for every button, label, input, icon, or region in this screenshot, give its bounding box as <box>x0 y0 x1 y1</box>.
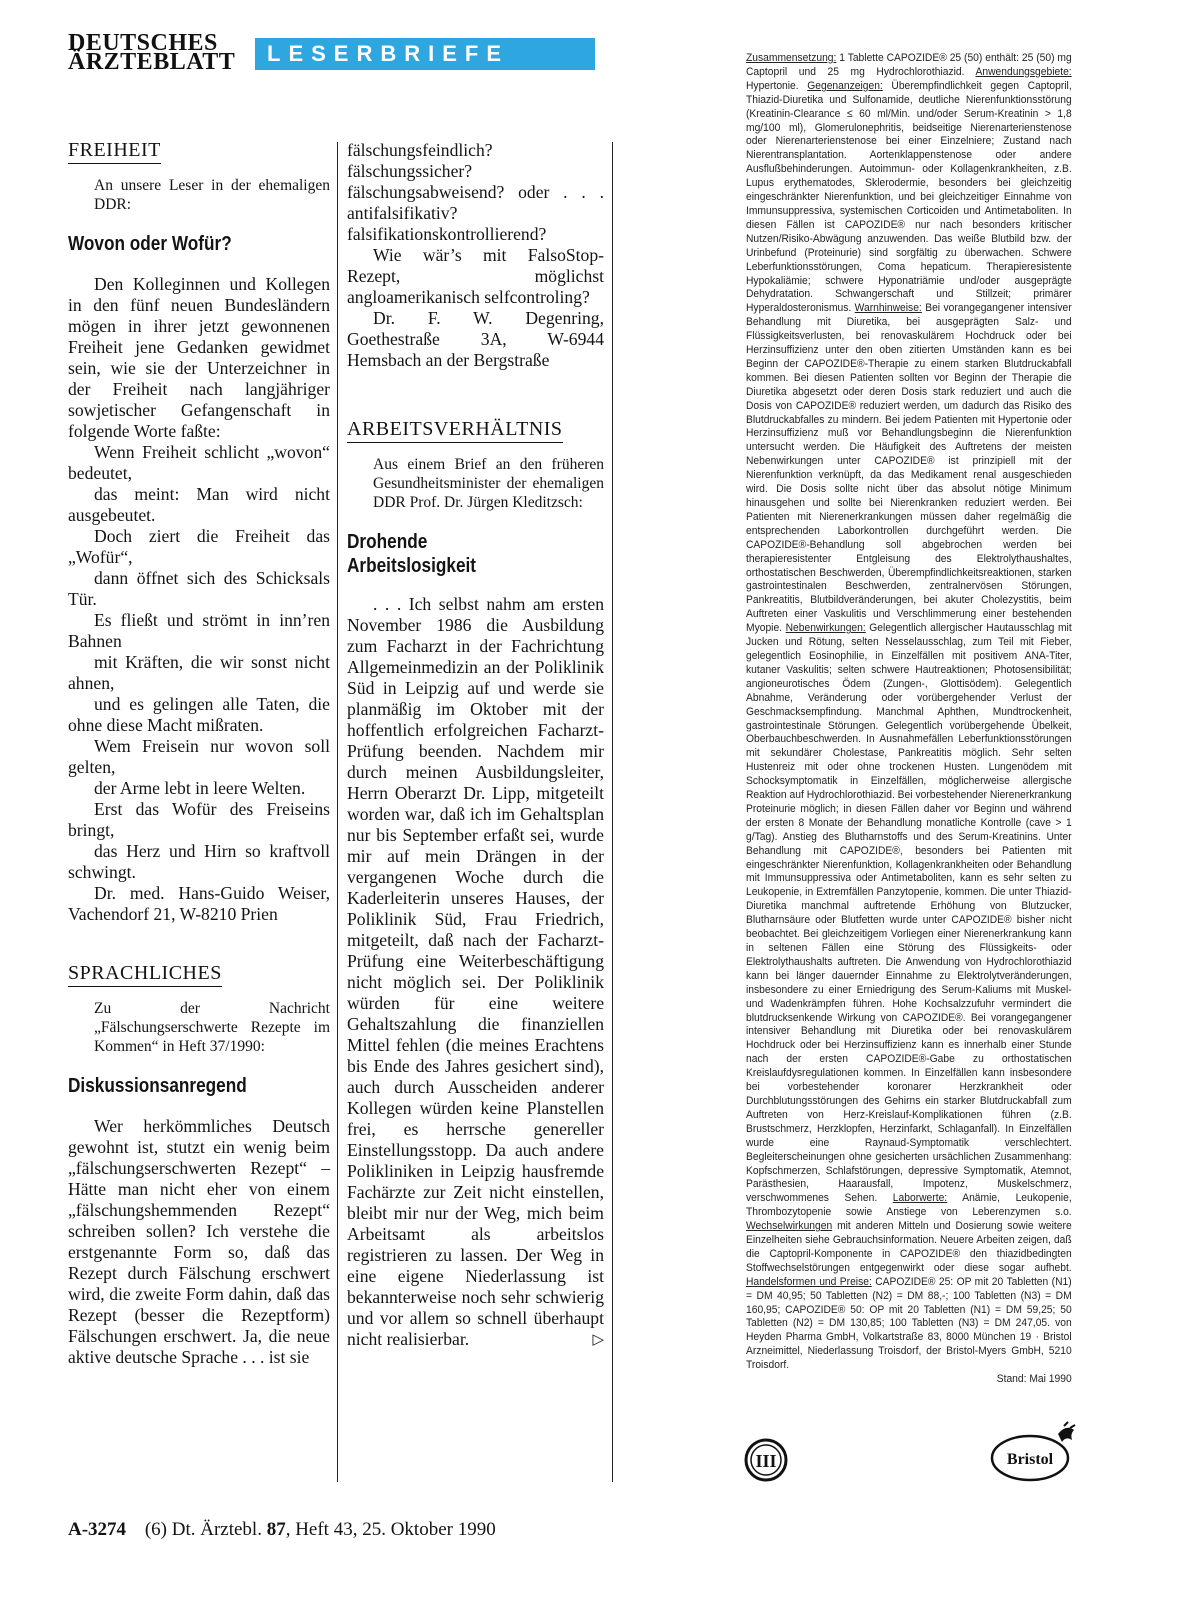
advert-section-text: Gelegentlich allergischer Hautausschlag mit Jucken und Rötung, selten Nesselausschlag, zum Teil mit Fieber, gelegentlich Eosinophilie, in Einzelfällen mit positivem ANA-Titer, kutaner Vaskulitis; selten schwere Hautreaktionen; Photosensibilität; angioneurotisches Ödem (Zungen-, Glottisödem). Gelegentlich Abnahme, Veränderung oder vorübergehender Verlust der Geschmacksempfindung. Manchmal Aphthen, Mundtrockenheit, gastrointestinale Störungen. Gelegentlich vorübergehende Übelkeit, Oberbauchbeschwerden. In Ausnahmefällen Leberfunktionsstörungen mit sekundärer Cholestase, Pankreatitis möglich. Sehr selten Hustenreiz mit oder ohne trockenen Husten. Lungenödem mit Schocksymptomatik in Einzelfällen, möglicherweise allergische Reaktion auf Hydrochlorothiazid. Bei vorbestehender Nierenerkrankung Proteinurie möglich; in diesen Fällen daher vor Beginn und während der ersten 8 Monate der Behandlung monatliche Kontrolle (cave > 1 g/Tag). Anstieg des Blutharnstoffs und des Serum-Kreatinins. Unter Behandlung mit CAPOZIDE®, besonders bei Patienten mit eingeschränkter Nierenfunktion, Kollagenkrankheiten oder Behandlung mit Immunsuppressiva oder Antimetaboliten, kann es sehr selten zu Leukopenie, in Extremfällen Panzytopenie, kommen. Die unter Thiazid-Diuretika manchmal auftretende Erhöhung von Blutzucker, Blutharnsäure oder Blutfetten wurde unter CAPOZIDE® bisher nicht beobachtet. Bei gleichzeitigem Vorliegen einer Nierenerkrankung kann in seltenen Fällen eine Störung des Flüssigkeits- oder Elektrolythaushalts auftreten. Die Anwendung von Hydrochlorothiazid kann bei länger dauernder Einnahme zu Elektrolytveränderungen, insbesondere zu einer Erniedrigung des Serum-Kaliums mit Muskel- und Wadenkrämpfen führen. Hohe Kochsalzzufuhr vermindert die blutdrucksenkende Wirkung von CAPOZIDE®. Bei vorangegangener intensiver Behandlung mit Diuretika oder bei renovaskulärem Hochdruck oder bei Herzinsuffizienz kann es innerhalb einer Stunde nach der ersten CAPOZIDE®-Gabe zu orthostatischen Kreislaufdysregulationen kommen. In Einzelfällen kann insbesondere bei vorbestehender koronarer Herzkrankheit oder Durchblutungsstörungen des Gehirns ein starker Blutdruckabfall zum Auftreten von Herz-Kreislauf-Komplikationen führen (z.B. Brustschmerz, Herzklopfen, Herzinfarkt, Schlaganfall). In Einzelfällen wurde eine Raynaud-Symptomatik verschlechtert. Begleiterscheinungen ohne gesicherten ursächlichen Zusammenhang: Kopfschmerzen, Schlafstörungen, depressive Symptomatik, Atemnot, Parästhesien, Haarausfall, Impotenz, Muskelschmerz, verschwommenes Sehen. <box>746 622 1072 1205</box>
letter2-body-continued <box>347 140 604 371</box>
journal-title-line2: ÄRZTEBLATT <box>68 49 236 75</box>
letter1-signature: Dr. med. Hans-Guido Weiser, Vachendorf 21, W-8210 Prien <box>68 883 330 924</box>
advert-section-text: Anämie, Leukopenie, Thrombozytopenie sowie Anstiege von Leberenzymen s.o. <box>746 1192 1072 1219</box>
page-id: A-3274 <box>68 1519 127 1540</box>
bristol-logo-icon <box>990 1420 1080 1486</box>
poem-verse: der Arme lebt in leere Welten. <box>94 778 306 798</box>
letter2-headline: Diskussionsanregend <box>68 1075 247 1097</box>
advert-section-text: mit anderen Mitteln und Dosierung sowie weitere Einzelheiten siehe Gebrauchsinformation. Neuere Arbeiten zeigen, daß die Captopril-Komponente in CAPOZIDE® den thiazidbedingten Stoffwechselstörungen entgegenwirkt oder diese sogar aufhebt. <box>746 1220 1072 1274</box>
advert-section-label: Zusammensetzung: <box>746 52 837 64</box>
letter1-body <box>68 274 330 925</box>
poem-verse: Wem Freisein nur wovon soll gelten, <box>68 736 330 777</box>
column-2 <box>347 140 604 1350</box>
journal-title-line1: DEUTSCHES <box>68 30 218 56</box>
poem-verse: Erst das Wofür des Freiseins bringt, <box>68 799 330 840</box>
page-footer <box>68 1519 496 1541</box>
journal-title <box>68 30 236 75</box>
letter1-poem <box>68 442 330 883</box>
section-banner: LESERBRIEFE <box>255 38 595 70</box>
letter3-headline <box>347 530 568 578</box>
footer-issue: , Heft 43, 25. Oktober 1990 <box>285 1519 496 1540</box>
advert-section-text: Überempfindlichkeit gegen Captopril, Thiazid-Diuretika und Sulfonamide, deutliche Nierenfunktionsstörung (Kreatinin-Clearance ≤ 60 ml/Min. und/oder Serum-Kreatinin > 1,8 mg/100 ml), Glomerulonephritis, beidseitige Nierenarterienstenose oder Nierenarterienstenose bei einer Einzelniere; Zustand nach Nierentransplantation. Aortenklappenstenose oder andere Ausflußbehinderungen. Autoimmun- oder Kollagenkrankheiten, z.B. Lupus erythematodes, Sklerodermie, besonders bei gleichzeitig eingeschränkter Nierenfunktion, und bei gleichzeitiger Einnahme von Immunsuppressiva, systemischen Corticoiden und Antimetaboliten. In diesen Fällen ist CAPOZIDE® nur nach besonders kritischer Nutzen/Risiko-Abwägung anzuwenden. Das weiße Blutbild bzw. der Urinbefund (Proteinurie) sind sorgfältig zu überwachen. Schwere Leberfunktionsstörungen, Coma hepaticum. Therapieresistente Hypokaliämie; schwere Hyponatriämie und/oder ausgeprägte Dehydratation. Schwangerschaft und Stillzeit; primärer Hyperaldosteronismus. <box>746 79 1072 315</box>
advert-section-label: Handelsformen und Preise: <box>746 1275 872 1288</box>
letter1-headline: Wovon oder Wofür? <box>68 233 232 255</box>
letter3-headline-line2: Arbeitslosigkeit <box>347 555 477 577</box>
advert-section-text: CAPOZIDE® 25: OP mit 20 Tabletten (N1) = DM 40,95; 50 Tabletten (N2) = DM 88,-; 100 Tabletten (N3) = DM 160,95; CAPOZIDE® 50: OP mit 20 Tabletten (N1) = DM 59,25; 50 Tabletten (N2) = DM 130,85; 100 Tabletten (N3) = DM 247,05. von Heyden Pharma GmbH, Volkartstraße 83, 8000 München 19 · Bristol Arzneimittel, Niederlassung Troisdorf, der Bristol-Myers GmbH, 5210 Troisdorf. <box>746 1275 1072 1372</box>
advert-section-text: Hypertonie. <box>746 79 808 92</box>
kicker-arbeitsverhaeltnis: ARBEITSVERHÄLTNIS <box>347 419 563 443</box>
poem-verse: Doch ziert die Freiheit das „Wofür“, <box>68 526 330 567</box>
poem-verse: und es gelingen alle Taten, die ohne diese Macht mißraten. <box>68 694 330 735</box>
poem-verse: Wenn Freiheit schlicht „wovon“ bedeutet, <box>68 442 330 483</box>
letter2-paragraph: Wer herkömmliches Deutsch gewohnt ist, stutzt ein wenig beim „fälschungserschwerten Rezept“ – Hätte man nicht eher von einem „fälschungshemmenden Rezept“ schreiben sollen? Ich verstehe die erstgenannte Form so, daß das Rezept durch Fälschung erschwert wird, die zweite Form dahin, daß das Rezept (besser die Rezeptform) Fälschungen erschwert. Ja, die neue aktive deutsche Sprache . . . ist sie <box>68 1116 330 1367</box>
capozide-advert-text <box>746 52 1072 1387</box>
letter1-intro: An unsere Leser in der ehemaligen DDR: <box>94 177 330 213</box>
letter2-paragraph-cont: fälschungsfeindlich? fälschungssicher? fälschungsabweisend? oder . . . antifalsifikativ? falsifikationskontrollierend? <box>347 140 604 244</box>
kicker-sprachliches: SPRACHLICHES <box>68 963 222 987</box>
advert-section-label: Warnhinweise: <box>854 302 922 315</box>
column-divider <box>337 142 338 1482</box>
logo-iii-text: III <box>755 1451 777 1471</box>
poem-verse: mit Kräften, die wir sonst nicht ahnen, <box>68 652 330 693</box>
masthead <box>68 30 608 76</box>
continue-arrow-icon: ▷ <box>592 1330 604 1348</box>
letter3-text: . . . Ich selbst nahm am ersten November 1986 die Ausbildung zum Facharzt in der Fachrichtung Allgemeinmedizin an der Poliklinik Süd in Leipzig auf und werde sie planmäßig im Oktober mit der hoffentlich erfolgreichen Facharzt-Prüfung beenden. Nachdem mir durch meinen Ausbildungsleiter, Herrn Oberarzt Dr. Lipp, mitgeteilt worden war, daß ich im Gehaltsplan nur bis September erfaßt sei, wurde mir auf mein Drängen in der vergangenen Woche durch die Kaderleiterin unseres Hauses, der Poliklinik Süd, Frau Friedrich, mitgeteilt, daß nach der Facharzt-Prüfung eine Weiterbeschäftigung nicht möglich sei. Der Poliklinik würden für eine weitere Gehaltszahlung die finanziellen Mittel fehlen (die meines Erachtens bis Ende des Jahres gesichert sind), auch durch Ausscheiden anderer Kollegen würden keine Planstellen frei, es herrsche genereller Einstellungsstopp. Da auch andere Polikliniken in Leipzig hausfremde Fachärzte zur Zeit nicht einstellen, bleibt mir nur der Weg, mich beim Arbeitsamt als arbeitslos registrieren zu lassen. Der Weg in eine eigene Niederlassung ist bekannterweise noch sehr schwierig und vor allem so schnell überhaupt nicht realisierbar. <box>347 594 604 1349</box>
letter1-paragraph: Den Kolleginnen und Kollegen in den fünf neuen Bundesländern mögen in ihrer jetzt gewonnenen Freiheit jene Gedanken gewidmet sein, wie sie der Unterzeichner in der Freiheit nach langjähriger sowjetischer Gefangenschaft in folgende Worte faßte: <box>68 274 330 441</box>
letter2-signature: Dr. F. W. Degenring, Goethestraße 3A, W-6944 Hemsbach an der Bergstraße <box>347 308 604 370</box>
kicker-freiheit: FREIHEIT <box>68 140 161 164</box>
advert-section-label: Laborwerte: <box>892 1192 948 1205</box>
logo-bristol-text: Bristol <box>1006 1451 1054 1468</box>
advert-section-label: Nebenwirkungen: <box>785 622 866 635</box>
letter3-headline-line1: Drohende <box>347 531 428 553</box>
advert-section-label: Anwendungsgebiete: <box>975 65 1072 78</box>
poem-verse: das Herz und Hirn so kraftvoll schwingt. <box>68 841 330 882</box>
letter3-intro: Aus einem Brief an den früheren Gesundheitsminister der ehemaligen DDR Prof. Dr. Jürgen Kleditzsch: <box>373 456 604 511</box>
advert-stand: Stand: Mai 1990 <box>996 1373 1072 1386</box>
advert-section-text: 1 Tablette CAPOZIDE® 25 (50) enthält: 25 (50) mg Captopril und 25 mg Hydrochlorothiazid. <box>746 52 1072 78</box>
column-divider <box>612 142 613 1482</box>
advert-section-label: Wechselwirkungen <box>746 1220 833 1233</box>
letter2-paragraph: Wie wär’s mit FalsoStop-Rezept, möglichst angloamerikanisch selfcontroling? <box>347 245 604 307</box>
column-1 <box>68 140 330 1368</box>
advert-section-text: Bei vorangegangener intensiver Behandlung mit Diuretika, bei ausgeprägten Salz- und Flüssigkeitsverlusten, bei renovaskulärem Hochdruck oder bei Herzinsuffizienz unter den oben zitierten Umständen kann es bei Beginn der CAPOZIDE®-Therapie zu einem starken Blutdruckabfall kommen. Bei diesen Patienten sollten vor Beginn der Therapie die Diuretika abgesetzt oder deren Dosis stark reduziert und auch die Dosis von CAPOZIDE® reduziert werden, um dadurch das Risiko des Blutdruckabfalles zu mindern. Bei jedem Patienten mit Hypertonie oder Herzinsuffizienz muß vor Behandlungsbeginn die Nierenfunktion untersucht werden. Die Häufigkeit des Auftretens der meisten Nebenwirkungen unter CAPOZIDE® ist prinzipiell mit der Nierenfunktion verknüpft, da das Medikament renal ausgeschieden wird. Die Dosis sollte nicht über das absolut nötige Minimum hinausgehen und sollte bei Nierenkranken reduziert werden. Bei Patienten mit Nierenerkrankungen müssen daher regelmäßig die entsprechenden Laborkontrollen durchgeführt werden. Die CAPOZIDE®-Behandlung soll abgebrochen werden bei therapieresistenter Entgleisung des Elektrolythaushaltes, orthostatischen Beschwerden, Überempfindlichkeitsreaktionen, starken gastrointestinalen Beschwerden, zentralnervösen Störungen, Pankreatitis, Blutbildveränderungen, bei akuter Cholezystitis, beim Auftreten einer Vaskulitis und Verschlimmerung einer bestehenden Myopie. <box>746 302 1072 635</box>
footer-volume: 87 <box>266 1519 286 1540</box>
letter2-intro: Zu der Nachricht „Fälschungserschwerte Rezepte im Kommen“ in Heft 37/1990: <box>94 1000 330 1055</box>
poem-verse: Es fließt und strömt in inn’ren Bahnen <box>68 610 330 651</box>
poem-verse: dann öffnet sich des Schicksals Tür. <box>68 568 330 609</box>
footer-citation: (6) Dt. Ärztebl. <box>144 1519 262 1540</box>
letter3-body <box>347 594 604 1350</box>
letter3-paragraph <box>347 594 604 1350</box>
advert-section-label: Gegenanzeigen: <box>807 79 883 92</box>
poem-verse: das meint: Man wird nicht ausgebeutet. <box>68 484 330 525</box>
letter2-body <box>68 1116 330 1368</box>
von-heyden-logo-icon <box>744 1438 788 1482</box>
advert-paragraph <box>746 52 1072 1373</box>
